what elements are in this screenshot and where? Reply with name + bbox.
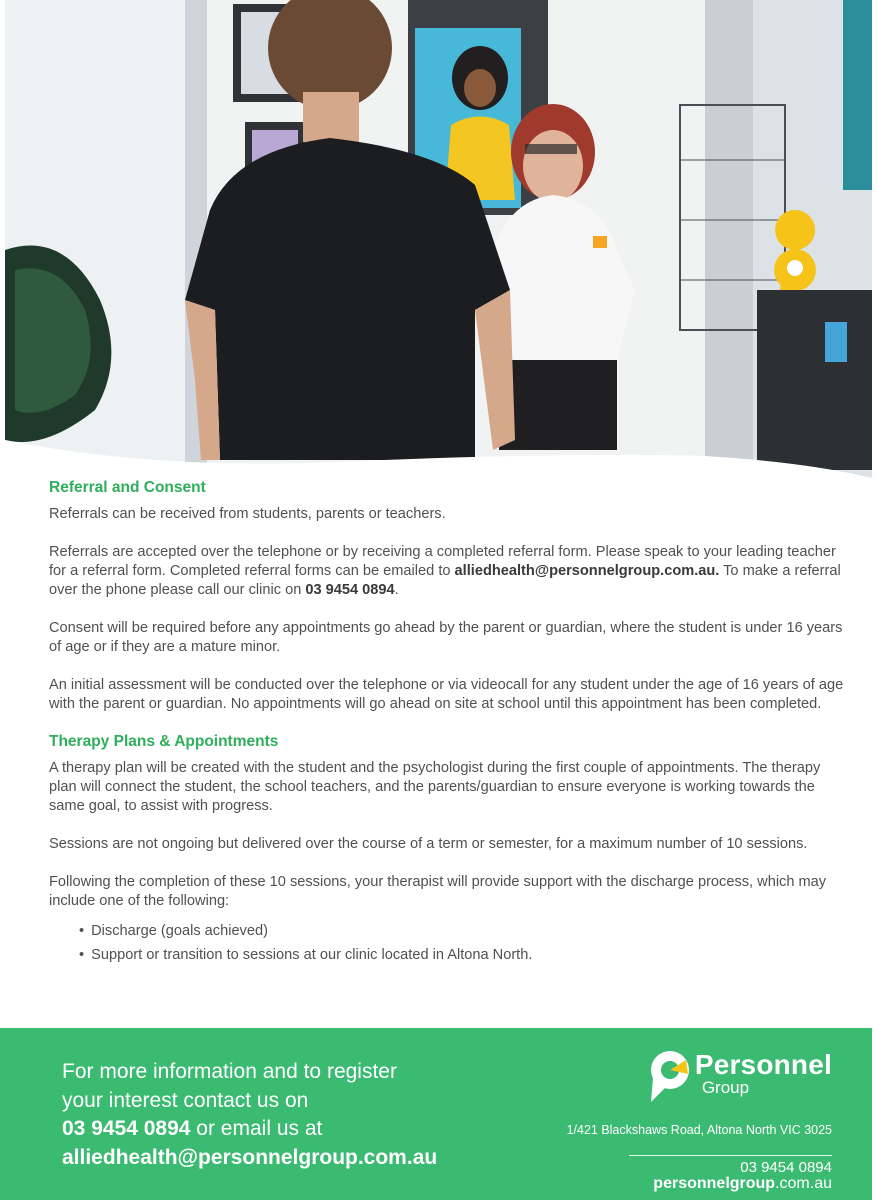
footer-line-3: [62, 1115, 502, 1144]
discharge-options-list: [79, 919, 849, 967]
referral-paragraph-2: [49, 543, 849, 600]
website-domain-suffix: .com.au: [775, 1175, 832, 1192]
brand-website-link[interactable]: [653, 1175, 832, 1193]
therapy-paragraph-3: Following the completion of these 10 sessions, your therapist will provide support with the discharge process, which may include one of the following:: [49, 874, 827, 909]
brand-wordmark: [695, 1050, 832, 1096]
referral-paragraph-2-middle: To make a referral over the phone please call our clinic on: [49, 563, 841, 598]
referral-heading: Referral and Consent: [49, 479, 206, 496]
therapy-paragraph-1: A therapy plan will be created with the student and the psychologist during the first couple of appointments. The therapy plan will connect the student, the school teachers, and the parents/guardian to ensure everyone is working towards the same goal, to assist with progress.: [49, 760, 821, 814]
brand-name: Personnel: [694, 1049, 832, 1080]
referral-paragraph-2-end: .: [394, 582, 399, 598]
therapy-heading: Therapy Plans & Appointments: [49, 733, 279, 750]
footer-line-2: your interest contact us on: [62, 1088, 309, 1112]
hero-photo-illustration: [5, 0, 872, 482]
brand-address: 1/421 Blackshaws Road, Altona North VIC 3025: [566, 1123, 832, 1137]
brand-divider: [629, 1155, 832, 1156]
footer-contact-callout: [62, 1058, 502, 1172]
brand-block: [532, 1050, 832, 1195]
website-domain-bold: personnelgroup: [653, 1175, 776, 1192]
referral-paragraph-4: An initial assessment will be conducted over the telephone or via videocall for any student under the age of 16 years of age with the parent or guardian. No appointments will go ahead on site at school until this appointment has been completed.: [49, 677, 844, 712]
footer-banner: [0, 1028, 872, 1200]
footer-email-link[interactable]: alliedhealth@personnelgroup.com.au: [62, 1145, 438, 1169]
referral-paragraph-2-text: Referrals are accepted over the telephone or by receiving a completed referral form. Please speak to your leading teacher for a referral form. Completed referral forms can be emailed to: [49, 544, 836, 579]
personnel-group-logo-icon: [648, 1050, 692, 1104]
referral-paragraph-1: Referrals can be received from students, parents or teachers.: [49, 506, 446, 522]
brand-phone[interactable]: 03 9454 0894: [740, 1159, 832, 1176]
therapy-paragraph-2: Sessions are not ongoing but delivered over the course of a term or semester, for a maximum number of 10 sessions.: [49, 836, 808, 852]
body-content: [49, 478, 849, 967]
brand-logo: [648, 1050, 832, 1106]
list-item: • Discharge (goals achieved): [79, 919, 849, 943]
footer-phone-link[interactable]: 03 9454 0894: [62, 1117, 191, 1140]
brand-sub: Group: [701, 1078, 750, 1097]
footer-or-email: or email us at: [190, 1117, 323, 1140]
referral-paragraph-3: Consent will be required before any appointments go ahead by the parent or guardian, where the student is under 16 years of age or if they are a mature minor.: [49, 620, 843, 655]
hero-photo: [5, 0, 872, 482]
footer-line-1: For more information and to register: [62, 1060, 397, 1083]
referral-email: alliedhealth@personnelgroup.com.au.: [454, 563, 720, 579]
list-item: • Support or transition to sessions at our clinic located in Altona North.: [79, 943, 849, 967]
referral-phone: 03 9454 0894: [305, 582, 395, 598]
